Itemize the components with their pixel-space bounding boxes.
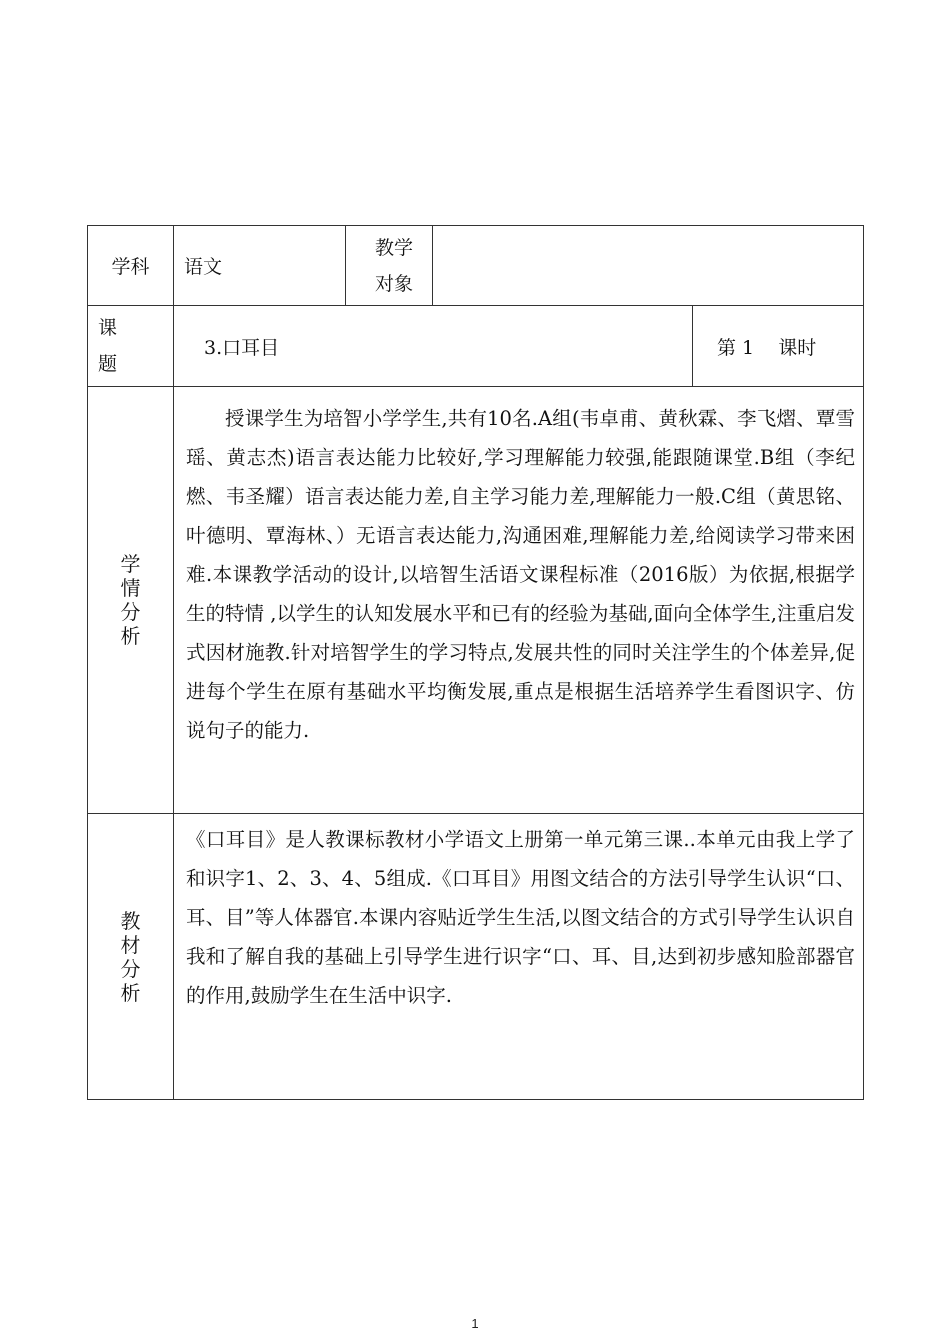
learner-analysis-text: 授课学生为培智小学学生,共有10名.A组(韦卓甫、黄秋霖、李飞熠、覃雪瑶、黄志杰)语言表达能力比较好,学习理解能力较强,能跟随课堂.B组（李纪燃、韦圣耀）语言表达能力差,自主学习能力差,理解能力一般.C组（黄思铭、叶德明、覃海林、）无语言表达能力,沟通困难,理解能力差,给阅读学习带来困难.本课教学活动的设计,以培智生活语文课程标准（2016版）为依据,根据学生的特情 ,以学生的认知发展水平和已有的经验为基础,面向全体学生,注重启发式因材施教.针对培智学生的学习特点,发展共性的同时关注学生的个体差异,促进每个学生在原有基础水平均衡发展,重点是根据生活培养学生看图识字、仿说句子的能力. — [186, 407, 855, 742]
topic-label-line2: 题 — [98, 353, 118, 375]
learner-analysis-row — [88, 387, 864, 814]
audience-label — [346, 226, 433, 306]
material-analysis-text: 《口耳目》是人教课标教材小学语文上册第一单元第三课..本单元由我上学了和识字1、2、3、4、5组成.《口耳目》用图文结合的方法引导学生认识“口、耳、目”等人体器官.本课内容贴近学生生活,以图文结合的方式引导学生认识自我和了解自我的基础上引导学生进行识字“口、耳、目,达到初步感知脸部器官的作用,鼓励学生在生活中识字. — [186, 828, 855, 1007]
learner-label-char-3: 分 — [120, 600, 141, 624]
topic-value: 3.口耳目 — [174, 306, 693, 387]
learner-analysis-label — [88, 387, 174, 814]
learner-label-char-4: 析 — [120, 624, 141, 648]
audience-label-line2: 对象 — [374, 272, 413, 295]
material-label-char-1: 教 — [120, 908, 141, 933]
subject-row — [88, 226, 864, 306]
material-label-char-4: 析 — [120, 980, 141, 1005]
material-label-char-3: 分 — [120, 956, 141, 981]
learner-label-char-1: 学 — [120, 552, 141, 576]
topic-row — [88, 306, 864, 387]
subject-value: 语文 — [174, 226, 346, 306]
material-analysis-row — [88, 814, 864, 1100]
material-analysis-label — [88, 814, 174, 1100]
learner-analysis-cell — [174, 387, 864, 814]
page-number: 1 — [471, 1316, 479, 1331]
period-text: 第 1 课时 — [693, 306, 864, 387]
audience-value — [433, 226, 864, 306]
topic-label — [88, 306, 174, 387]
audience-label-line1: 教学 — [374, 236, 413, 259]
material-analysis-cell — [174, 814, 864, 1100]
subject-label: 学科 — [88, 226, 174, 306]
material-label-char-2: 材 — [120, 932, 141, 957]
topic-label-line1: 课 — [98, 317, 118, 339]
lesson-plan-table — [87, 225, 864, 1100]
learner-label-char-2: 情 — [120, 576, 141, 600]
